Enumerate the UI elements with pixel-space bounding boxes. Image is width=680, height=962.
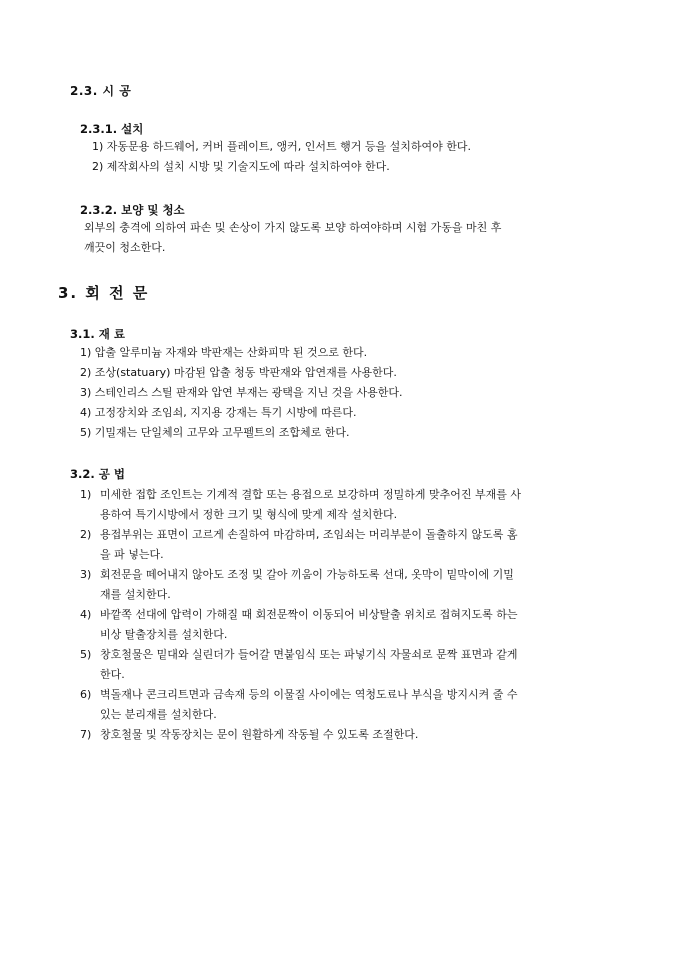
list-item: 1) 자동문용 하드웨어, 커버 플레이트, 앵커, 인서트 행거 등을 설치하여야 한다. xyxy=(92,140,472,153)
heading-2-3-2: 2.3.2. 보양 및 청소 xyxy=(80,203,185,217)
list-text: 용접부위는 표면이 고르게 손질하여 마감하며, 조임쇠는 머리부분이 돌출하지 않도록 홈 xyxy=(100,528,518,541)
list-text: 비상 탈출장치를 설치한다. xyxy=(100,628,228,641)
list-text: 재를 설치한다. xyxy=(100,588,171,601)
paragraph-line: 외부의 충격에 의하여 파손 및 손상이 가지 않도록 보양 하여야하며 시험 가동을 마친 후 xyxy=(84,221,502,234)
list-number: 4) xyxy=(80,608,92,621)
list-number: 2) xyxy=(80,528,92,541)
list-text: 바깥쪽 선대에 압력이 가해질 때 회전문짝이 이동되어 비상탈출 위치로 접혀지도록 하는 xyxy=(100,608,518,621)
heading-2-3: 2.3. 시 공 xyxy=(70,84,132,98)
list-item: 1) 압출 알루미늄 자재와 박판재는 산화피막 된 것으로 한다. xyxy=(80,346,368,359)
list-text: 용하여 특기시방에서 정한 크기 및 형식에 맞게 제작 설치한다. xyxy=(100,508,398,521)
list-number: 5) xyxy=(80,648,92,661)
heading-3: 3. 회 전 문 xyxy=(58,284,150,302)
list-text: 창호철물 및 작동장치는 문이 원활하게 작동될 수 있도록 조절한다. xyxy=(100,728,419,741)
list-text: 미세한 접합 조인트는 기계적 결합 또는 용접으로 보강하며 정밀하게 맞추어진 부재를 사 xyxy=(100,488,521,501)
list-text: 을 파 넣는다. xyxy=(100,548,164,561)
list-number: 3) xyxy=(80,568,92,581)
list-text: 창호철물은 밑대와 실린더가 들어갈 면붙임식 또는 파넣기식 자물쇠로 문짝 표면과 같게 xyxy=(100,648,518,661)
list-number: 6) xyxy=(80,688,92,701)
list-item: 2) 제작회사의 설치 시방 및 기술지도에 따라 설치하여야 한다. xyxy=(92,160,390,173)
list-text: 있는 분리재를 설치한다. xyxy=(100,708,217,721)
list-text: 벽돌재나 콘크리트면과 금속재 등의 이물질 사이에는 역청도료나 부식을 방지시켜 줄 수 xyxy=(100,688,518,701)
list-number: 7) xyxy=(80,728,92,741)
list-item: 4) 고정장치와 조임쇠, 지지용 강재는 특기 시방에 따른다. xyxy=(80,406,357,419)
list-text: 한다. xyxy=(100,668,125,681)
list-item: 3) 스테인리스 스틸 판재와 압연 부재는 광택을 지닌 것을 사용한다. xyxy=(80,386,403,399)
list-item: 2) 조상(statuary) 마감된 압출 청동 박판재와 압연재를 사용한다. xyxy=(80,366,397,379)
paragraph-line: 깨끗이 청소한다. xyxy=(84,241,166,254)
list-text: 회전문을 떼어내지 않아도 조정 및 갈아 끼움이 가능하도록 선대, 옷막이 밑막이에 기밀 xyxy=(100,568,514,581)
list-item: 5) 기밀재는 단일체의 고무와 고무펠트의 조합체로 한다. xyxy=(80,426,350,439)
heading-2-3-1: 2.3.1. 설치 xyxy=(80,122,144,136)
heading-3-2: 3.2. 공 법 xyxy=(70,467,125,481)
list-number: 1) xyxy=(80,488,92,501)
heading-3-1: 3.1. 재 료 xyxy=(70,327,125,341)
